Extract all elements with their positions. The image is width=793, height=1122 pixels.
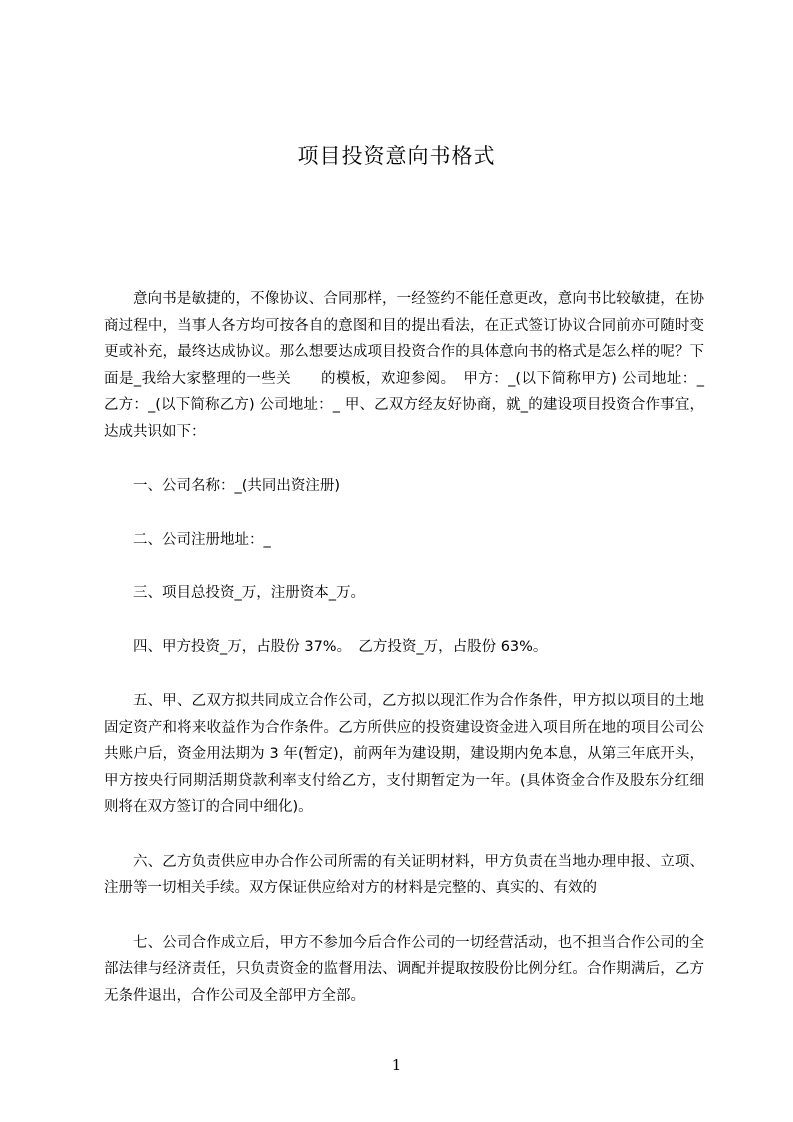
page-number: 1 [391,1056,402,1074]
document-body [104,286,704,1009]
spacer [104,445,704,473]
spacer [104,500,704,527]
clause-3: 三、项目总投资_万，注册资本_万。 [133,585,365,601]
spacer [104,660,704,688]
clause-1: 一、公司名称：_(共同出资注册) [133,478,341,494]
spacer [104,553,704,580]
clause-4: 四、甲方投资_万，占股份 37%。 乙方投资_万，占股份 63%。 [133,638,548,655]
clause-6: 六、乙方负责供应申办合作公司所需的有关证明材料，甲方负责在当地办理申报、立项、注册等一切相关手续。双方保证供应给对方的材料是完整的、真实的、有效的 [104,853,704,896]
spacer [104,607,704,634]
spacer [104,902,704,930]
spacer [104,821,704,849]
intro-paragraph: 意向书是敏捷的，不像协议、合同那样，一经签约不能任意更改，意向书比较敏捷，在协商过程中，当事人各方均可按各自的意图和目的提出看法，在正式签订协议合同前亦可随时变更或补充，最终达成协议。那么想要达成项目投资合作的具体意向书的格式是怎么样的呢？下面是_我给大家整理的一些关 的模板，欢迎参阅。 甲方：_(以下简称甲方) 公司地址：_ 乙方：_(以下简称乙方) 公司地址：_ 甲、乙双方经友好协商，就_的建设项目投资合作事宜，达成共识如下： [104,291,704,440]
clause-2: 二、公司注册地址：_ [133,531,271,548]
document-title: 项目投资意向书格式 [297,144,496,168]
clause-5: 五、甲、乙双方拟共同成立合作公司，乙方拟以现汇作为合作条件，甲方拟以项目的土地固定资产和将来收益作为合作条件。乙方所供应的投资建设资金进入项目所在地的项目公司公共账户后，资金用法期为 3 年(暂定)，前两年为建设期，建设期内免本息，从第三年底开头，甲方按央行同期活期贷款利率支付给乙方，支付期暂定为一年。(具体资金合作及股东分红细则将在双方签订的合同中细化)。 [104,693,704,815]
clause-7: 七、公司合作成立后，甲方不参加今后合作公司的一切经营活动，也不担当合作公司的全部法律与经济责任，只负责资金的监督用法、调配并提取按股份比例分红。合作期满后，乙方无条件退出，合作公司及全部甲方全部。 [104,934,704,1004]
